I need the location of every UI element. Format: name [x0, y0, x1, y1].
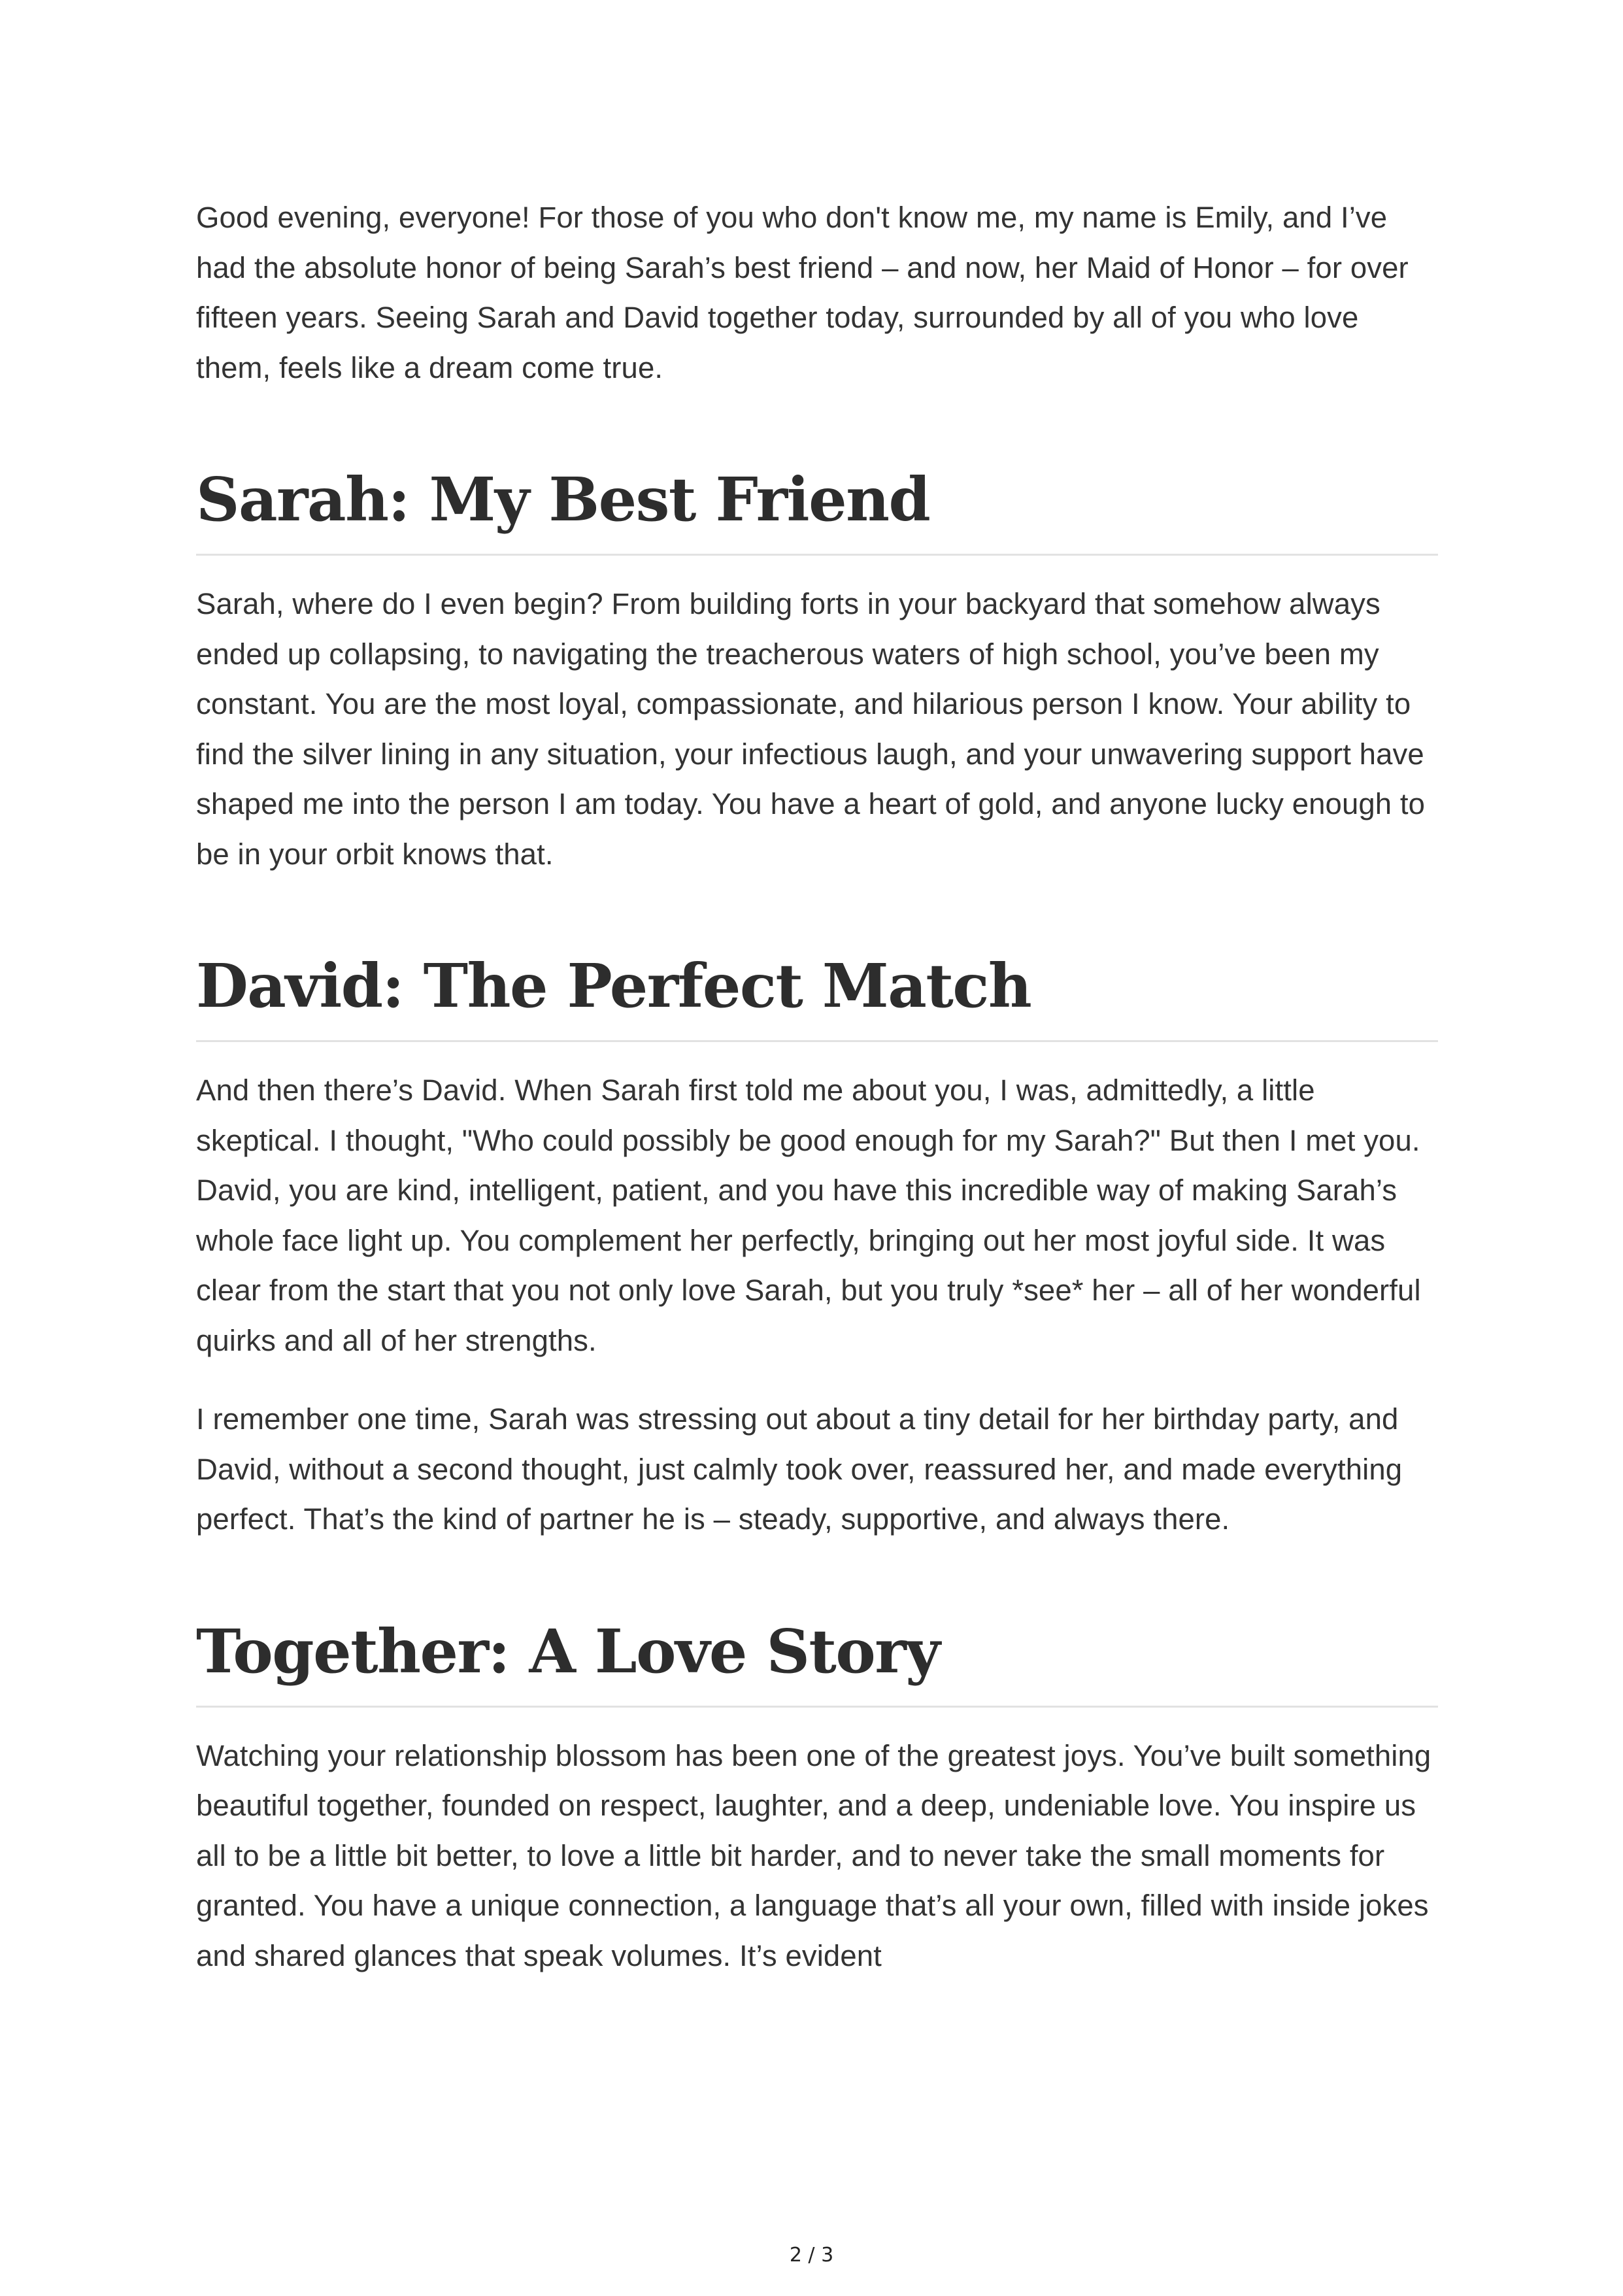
paragraph: Watching your relationship blossom has been one of the greatest joys. You’ve built something beautiful together, founded on respect, laughter, and a deep, undeniable love. You inspire us all to be a little bit better, to love a little bit harder, and to never take the small moments for granted. You have a unique connection, a language that’s all your own, filled with inside jokes and shared glances that speak volumes. It’s evident: [196, 1738, 1431, 1972]
paragraph: I remember one time, Sarah was stressing out about a tiny detail for her birthday party, and David, without a second thought, just calmly took over, reassured her, and made everything perfect. That’s the kind of partner he is – steady, supportive, and always there.: [196, 1402, 1403, 1536]
section-heading: David: The Perfect Match: [196, 950, 1438, 1042]
section-heading: Together: A Love Story: [196, 1615, 1438, 1708]
document-page: [196, 193, 1438, 1981]
section-together: [196, 1615, 1438, 1982]
section-body: [196, 1731, 1438, 1982]
section-heading: Sarah: My Best Friend: [196, 464, 1438, 556]
section-david: [196, 950, 1438, 1545]
section-body: [196, 1066, 1438, 1545]
paragraph: And then there’s David. When Sarah first told me about you, I was, admittedly, a little skeptical. I thought, "Who could possibly be good enough for my Sarah?" But then I met you. David, you are kind, intelligent, patient, and you have this incredible way of making Sarah’s whole face light up. You complement her perfectly, bringing out her most joyful side. It was clear from the start that you not only love Sarah, but you truly *see* her – all of her wonderful quirks and all of her strengths.: [196, 1073, 1421, 1357]
paragraph: Sarah, where do I even begin? From building forts in your backyard that somehow always ended up collapsing, to navigating the treacherous waters of high school, you’ve been my constant. You are the most loyal, compassionate, and hilarious person I know. Your ability to find the silver lining in any situation, your infectious laugh, and your unwavering support have shaped me into the person I am today. You have a heart of gold, and anyone lucky enough to be in your orbit knows that.: [196, 587, 1426, 871]
section-body: [196, 579, 1438, 879]
page-number: 2 / 3: [789, 2244, 834, 2267]
section-sarah: [196, 464, 1438, 879]
intro-paragraph: Good evening, everyone! For those of you who don't know me, my name is Emily, and I’ve had the absolute honor of being Sarah’s best friend – and now, her Maid of Honor – for over fifteen years. Seeing Sarah and David together today, surrounded by all of you who love them, feels like a dream come true.: [196, 201, 1409, 384]
